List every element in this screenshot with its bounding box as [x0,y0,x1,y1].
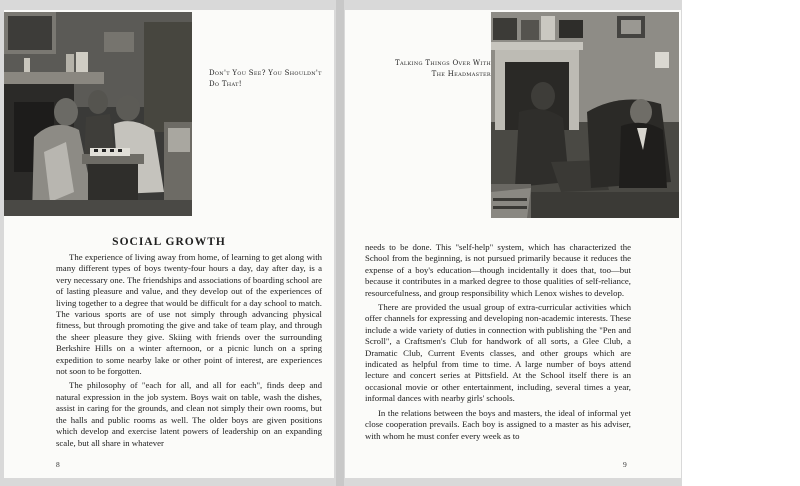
paragraph: In the relations between the boys and masters, the ideal of informal yet close cooperation prevails. Each boy is assigned to a master as his adviser, with whom he must confer every week as to [365,407,631,441]
left-photo-caption [209,68,329,90]
left-body-text [56,252,322,452]
caption-line: Do That! [209,80,242,88]
caption-line: Talking Things Over With [395,59,491,67]
scan-margin [682,0,800,486]
page-number: 8 [56,460,60,469]
section-heading: SOCIAL GROWTH [112,236,226,248]
headmaster-conversation-photo [491,12,679,218]
paragraph: The experience of living away from home, of learning to get along with many different types of boys twenty-four hours a day, day after day, is a very necessary one. The friendships and associations of boarding school are of lasting pleasure and value, and they develop out of the experiences of living together to a degree that would be difficult for a day school to match. The various sports are of use not simply through advancing physical fitness, but through promoting the give and take of team play, and through the sheer pleasure they give. Skiing with friends over the surrounding Berkshire Hills on a winter afternoon, or a picnic lunch on a spring expedition to some nearby lake or other point of interest, are experiences not soon to be forgotten. [56,252,322,377]
chess-game-photo [4,12,192,216]
right-body-text [365,242,631,445]
paragraph: The philosophy of "each for all, and all for each", finds deep and natural expression in the job system. Boys wait on table, wash the dishes, assist in caring for the grounds, and clean not simply their own rooms, but the halls and public rooms as well. The older boys are given positions which develop and exercise latent powers of leadership on an expanding scale, but all share in whatever [56,380,322,448]
caption-line: The Headmaster [431,70,491,78]
paragraph: There are provided the usual group of extra-curricular activities which offer channels for expressing and developing non-academic interests. These include a wide variety of duties in connection with publishing the "Pen and Scroll", a Craftsmen's Club for handwork of all sorts, a Glee Club, a Dramatic Club, Current Events classes, and other groups which are indicated as helpful from time to time. A large number of boys attend lecture and concert series at Pittsfield. At the School itself there is an occasional movie or other entertainment, including, several times a year, informal dances with nearby girls' schools. [365,302,631,404]
page-number: 9 [623,460,627,469]
book-gutter [336,0,344,486]
right-photo-caption [391,58,491,80]
paragraph: needs to be done. This "self-help" system, which has characterized the School from the beginning, is not pursued primarily because it reduces the expense of a boy's education—though incidentally it does that, too—but because it contributes in a marked degree to those qualities of self-reliance, resourcefulness, and group responsibility which Lenox wishes to develop. [365,242,631,298]
caption-line: Don't You See? You Shouldn't [209,69,322,77]
right-page [345,10,681,478]
left-page [4,10,334,478]
